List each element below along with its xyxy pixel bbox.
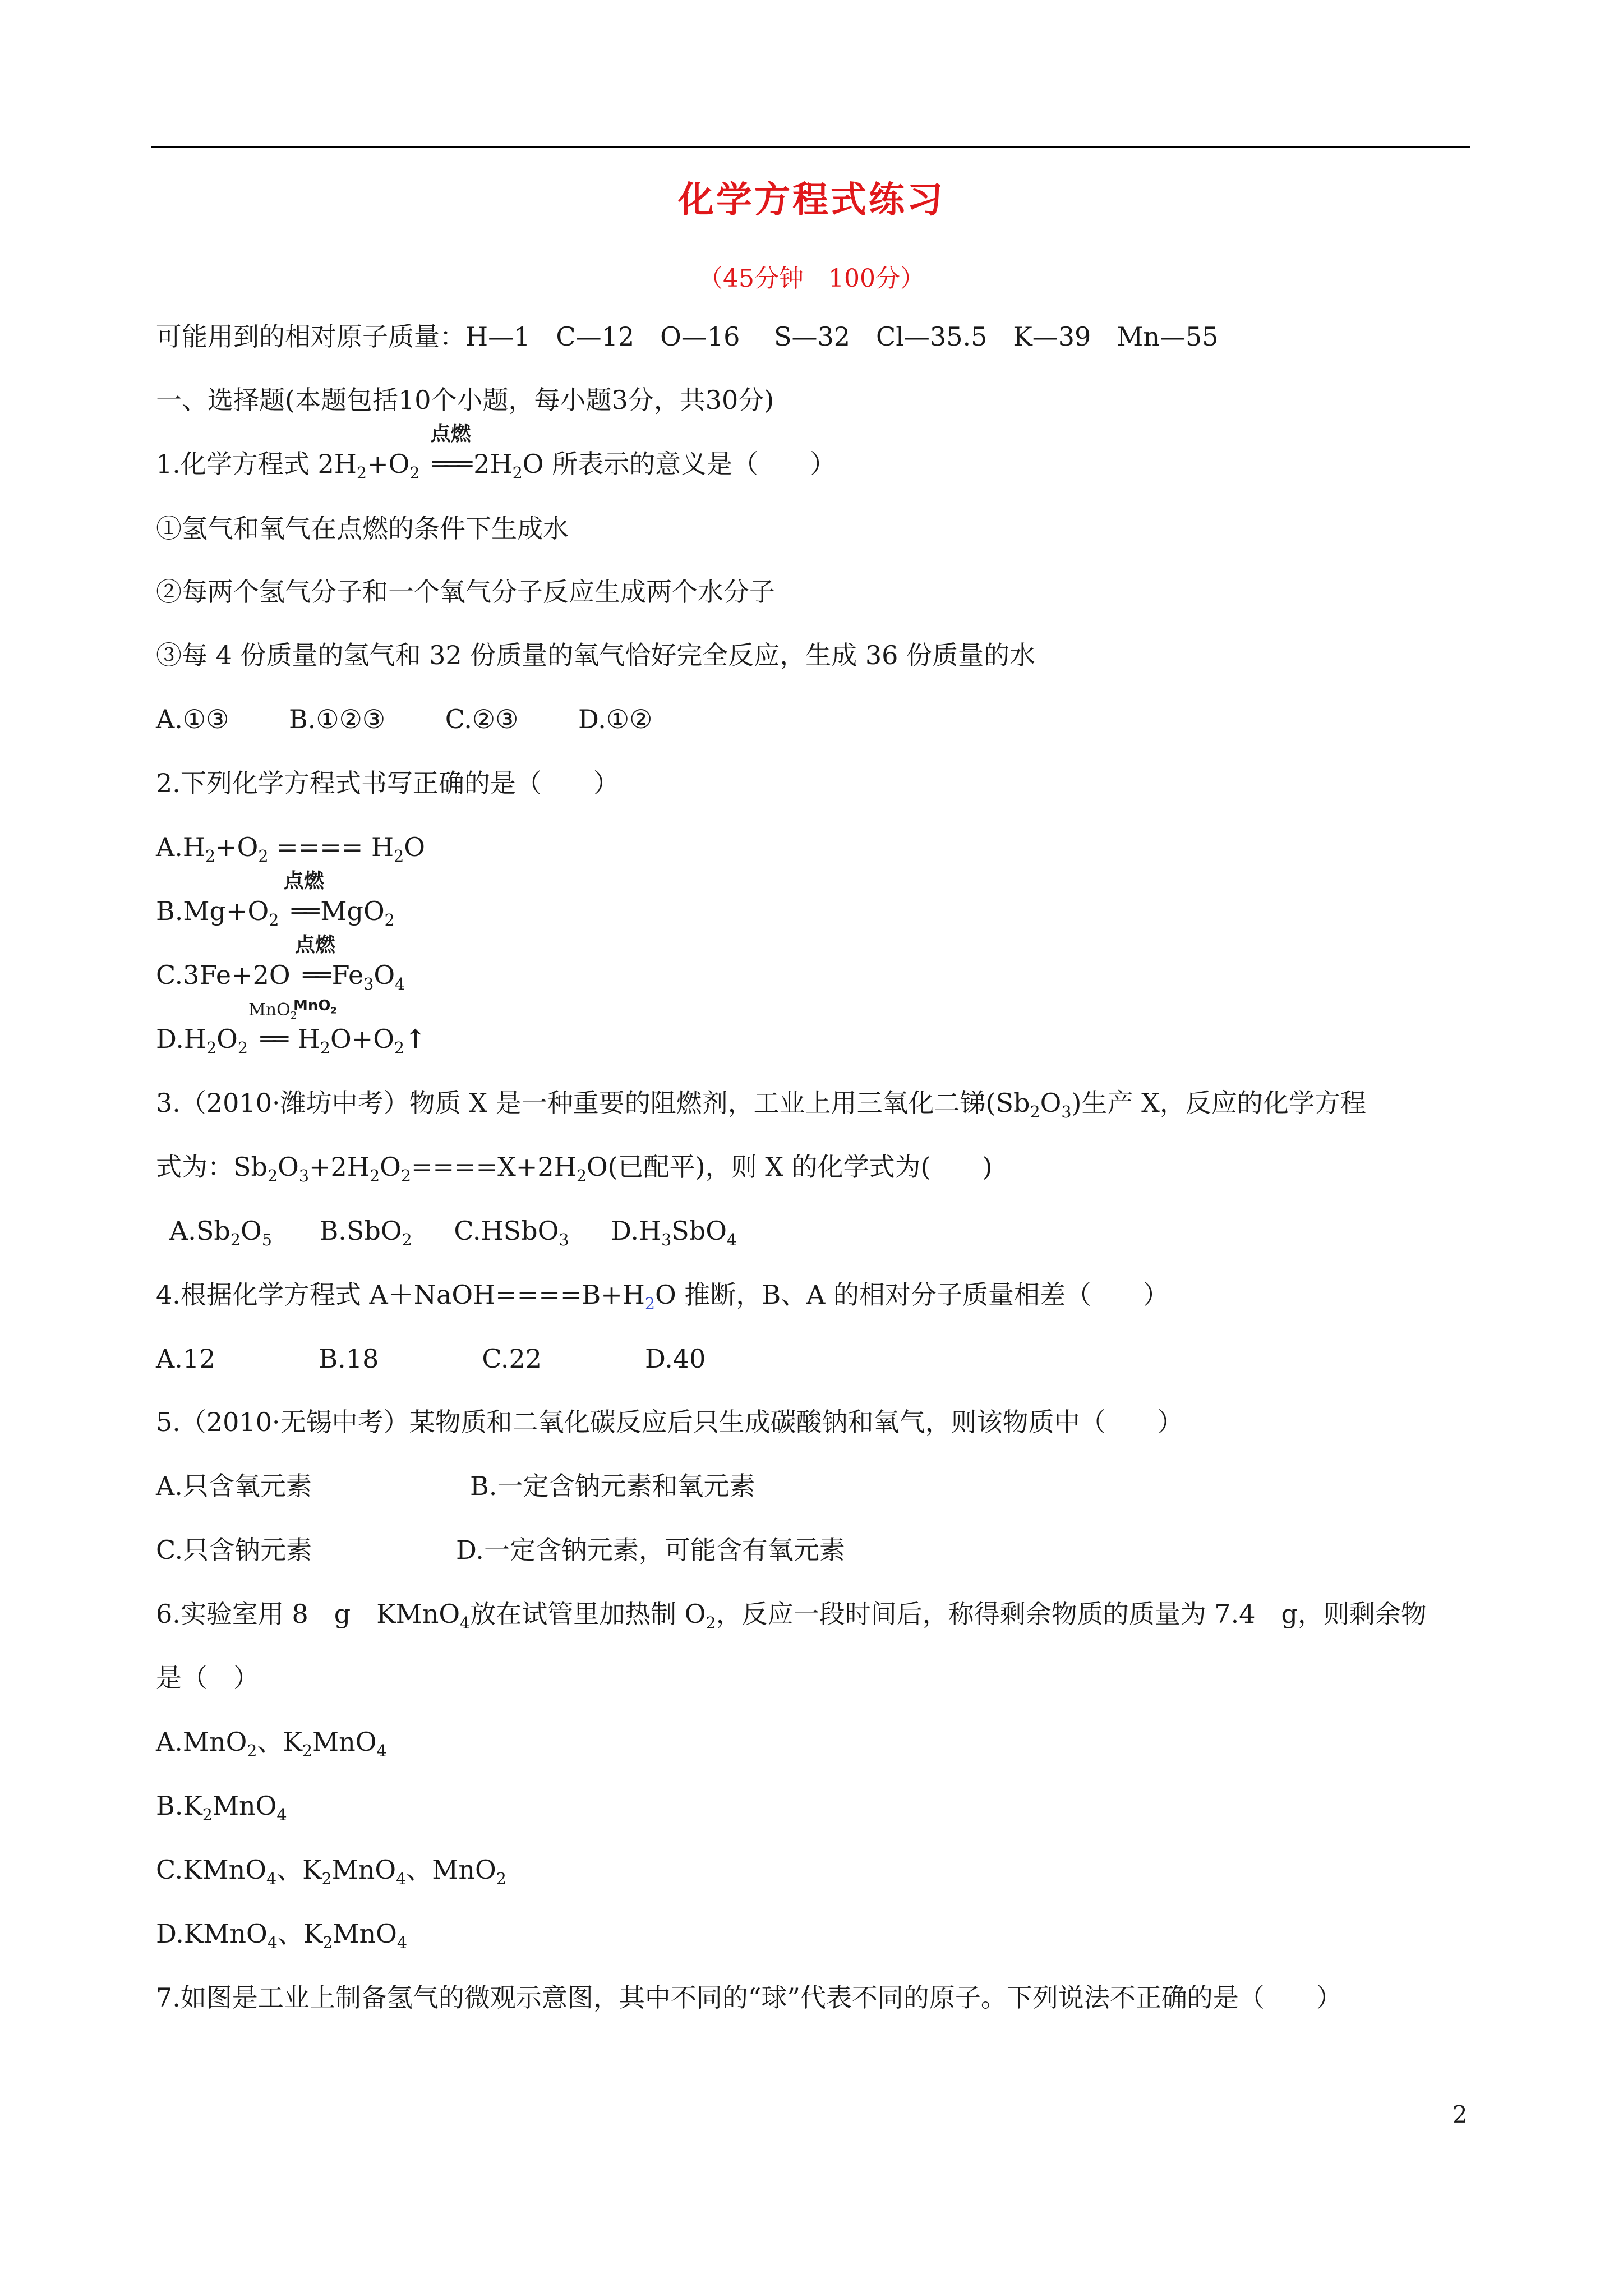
question-5-option-a: A.只含氧元素	[156, 1471, 312, 1501]
question-6-option-d: D.KMnO$_4$、$K_2MnO_4$	[156, 1918, 407, 1952]
question-2-stem: 2.下列化学方程式书写正确的是（ ）	[156, 768, 619, 798]
question-1-options: A.①③ B.①②③ C.②③ D.①②	[156, 704, 653, 734]
question-2-option-c: C.3Fe+2O 点燃 ══ MnO$_2$ $Fe_3O_4$	[156, 933, 405, 1016]
question-5-stem: 5.（2010·无锡中考）某物质和二氧化碳反应后只生成碳酸钠和氧气，则该物质中（ ）	[156, 1407, 1183, 1437]
question-4-options: A.12 B.18 C.22 D.40	[156, 1343, 706, 1374]
atomic-masses: 可能用到的相对原子质量：H—1 C—12 O—16 S—32 Cl—35.5 K—39 Mn—55	[156, 321, 1219, 352]
question-3-options: $A.Sb_2O_5$ B.SbO$_2$ C.HSbO$_3$ $D.H_3SbO_4$	[169, 1216, 737, 1249]
question-5-option-d: D.一定含钠元素，可能含有氧元素	[456, 1535, 845, 1565]
question-7-stem: 7.如图是工业上制备氢气的微观示意图，其中不同的“球”代表不同的原子。下列说法不正确的是（ ）	[156, 1982, 1342, 2013]
question-1-item-3: ③每 4 份质量的氢气和 32 份质量的氧气恰好完全反应，生成 36 份质量的水	[156, 640, 1036, 670]
question-6-line-1: 6.实验室用 8 g KMnO$_4$放在试管里加热制 $O_2$，反应一段时间后，称得剩余物质的质量为 7.4 g，则剩余物	[156, 1599, 1427, 1632]
question-3-line-2: 式为：$Sb_2O_3+2H_2O_2====X+2H_2O$(已配平)，则 X 的化学式为( )	[156, 1152, 993, 1185]
reaction-condition: 点燃 ══	[283, 869, 324, 926]
question-6-option-c: C.KMnO$_4$、$K_2MnO_4$、MnO$_2$	[156, 1855, 506, 1888]
question-5-options-ab	[156, 1469, 755, 1503]
reaction-condition: 点燃 ═══	[430, 422, 471, 479]
question-5-option-c: C.只含钠元素	[156, 1535, 312, 1565]
question-6-option-a: A.MnO$_2$、$K_2MnO_4$	[156, 1727, 387, 1760]
question-5-option-b: B.一定含钠元素和氧元素	[470, 1471, 755, 1501]
header-rule	[151, 146, 1470, 148]
question-6-option-b: $B.K_2MnO_4$	[156, 1791, 287, 1824]
reaction-condition: 点燃 ══ MnO$_2$	[293, 933, 337, 1016]
section-heading: 一、选择题(本题包括10个小题，每小题3分，共30分)	[156, 385, 774, 415]
question-2-option-a: $A.H_2+O_2$ ==== $H_2O$	[156, 832, 425, 866]
question-1-item-1: ①氢气和氧气在点燃的条件下生成水	[156, 513, 569, 544]
question-1-item-2: ②每两个氢气分子和一个氧气分子反应生成两个水分子	[156, 577, 775, 607]
question-5-options-cd	[156, 1533, 845, 1567]
page-title: 化学方程式练习	[678, 179, 945, 221]
question-3-line-1: 3.（2010·潍坊中考）物质 X 是一种重要的阻燃剂，工业上用三氧化二锑$(Sb_2O_3)$生产 X，反应的化学方程	[156, 1088, 1366, 1121]
page-number: 2	[1453, 2101, 1468, 2128]
question-2-option-b: $B.Mg+O_2$ 点燃 ══ MgO$_2$	[156, 869, 395, 930]
question-4-stem: 4.根据化学方程式 $A+NaOH====B+H_2O$ 推断，B、A 的相对分子质量相差（ ）	[156, 1280, 1169, 1313]
page-subtitle: （45分钟 100分）	[698, 264, 925, 293]
question-2-option-d: $D.H_2O_2$ MnO$_2$ ══ $H_2O+O_2↑$	[156, 1000, 426, 1057]
question-1-stem: 1.化学方程式 $2H_2+O_2$ 点燃 ═══ $2H_2O$ 所表示的意义是（ ）	[156, 422, 836, 482]
reaction-condition: MnO$_2$ ══	[248, 1000, 297, 1054]
question-6-line-2: 是（ ）	[156, 1663, 259, 1693]
